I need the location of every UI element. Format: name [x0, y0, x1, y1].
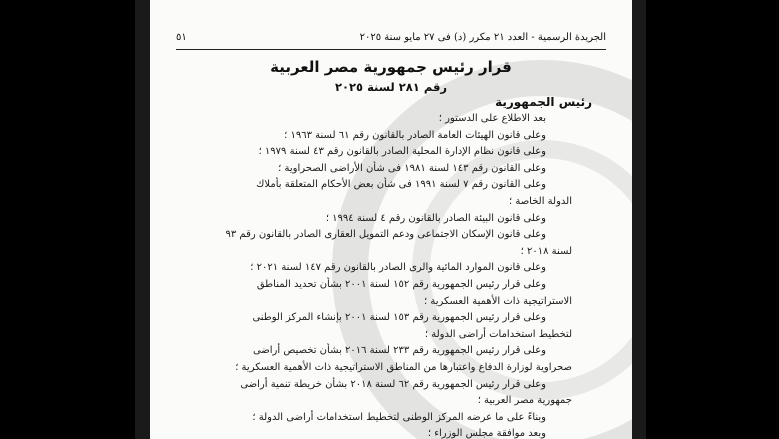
preamble-line: وعلى قانون الهيئات العامة الصادر بالقانون رقم ٦١ لسنة ١٩٦٣ ؛ [284, 129, 546, 141]
preamble-line: وعلى القانون رقم ٧ لسنة ١٩٩١ فى شأن بعض الأحكام المتعلقة بأملاك [256, 179, 546, 191]
running-title: الجريدة الرسمية - العدد ٢١ مكرر (د) فى ٢٧ مايو سنة ٢٠٢٥ [359, 32, 606, 43]
preamble-line: الاستراتيجية ذات الأهمية العسكرية ؛ [423, 295, 572, 307]
preamble-line: لتخطيط استخدامات أراضى الدولة ؛ [424, 328, 572, 340]
preamble-line: بعد الاطلاع على الدستور ؛ [438, 113, 546, 124]
page-shadow-left [135, 0, 150, 439]
page-number: ٥١ [176, 32, 187, 43]
preamble-line: صحراوية لوزارة الدفاع واعتبارها من المناطق الاستراتيجية ذات الأهمية العسكرية ؛ [235, 361, 572, 373]
preamble-line: لسنة ٢٠١٨ ؛ [520, 245, 572, 257]
preamble-line: جمهورية مصر العربية ؛ [477, 395, 572, 407]
decree-number: رقم ٢٨١ لسنة ٢٠٢٥ [334, 80, 448, 94]
preamble-line: وعلى قانون الإسكان الاجتماعى ودعم التمويل العقارى الصادر بالقانون رقم ٩٣ [225, 229, 546, 241]
preamble-line: وبناءً على ما عرضه المركز الوطنى لتخطيط استخدامات أراضى الدولة ؛ [252, 411, 546, 423]
decree-preamble [178, 111, 572, 439]
decree-title: قرار رئيس جمهورية مصر العربية [270, 58, 512, 76]
header-divider [176, 49, 606, 50]
document-page [150, 0, 632, 439]
preamble-line: وعلى قانون نظام الإدارة المحلية الصادر بالقانون رقم ٤٣ لسنة ١٩٧٩ ؛ [258, 146, 546, 158]
preamble-line: وعلى قرار رئيس الجمهورية رقم ١٥٣ لسنة ٢٠٠١ بإنشاء المركز الوطنى [252, 312, 546, 324]
preamble-line: وعلى قانون البيئة الصادر بالقانون رقم ٤ لسنة ١٩٩٤ ؛ [325, 212, 546, 224]
preamble-line: وعلى القانون رقم ١٤٣ لسنة ١٩٨١ فى شأن الأراضى الصحراوية ؛ [278, 162, 546, 174]
preamble-line: الدولة الخاصة ؛ [508, 195, 572, 207]
running-header [176, 32, 606, 48]
preamble-line: وعلى قرار رئيس الجمهورية رقم ١٥٢ لسنة ٢٠٠١ بشأن تحديد المناطق [256, 278, 546, 290]
preamble-line: وعلى قرار رئيس الجمهورية رقم ٦٢ لسنة ٢٠١٨ بشأن خريطة تنمية أراضى [240, 378, 546, 390]
issuer-heading: رئيس الجمهورية [495, 95, 592, 109]
page-shadow-right [632, 0, 646, 439]
preamble-line: وعلى قانون الموارد المائية والرى الصادر بالقانون رقم ١٤٧ لسنة ٢٠٢١ ؛ [250, 262, 546, 274]
preamble-line: وعلى قرار رئيس الجمهورية رقم ٢٣٣ لسنة ٢٠١٦ بشأن تخصيص أراضى [252, 345, 546, 357]
preamble-line: وبعد موافقة مجلس الوزراء ؛ [427, 428, 546, 439]
